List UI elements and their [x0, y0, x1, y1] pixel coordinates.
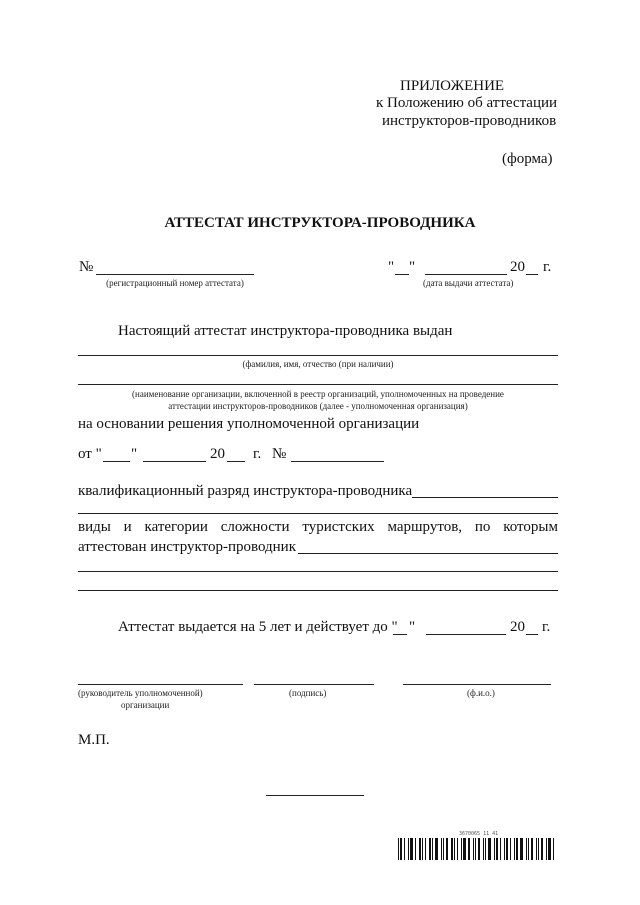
barcode-bar [429, 838, 431, 860]
appendix-heading: ПРИЛОЖЕНИЕ [400, 78, 505, 94]
holder-name-field[interactable] [78, 355, 558, 356]
qualification-field[interactable] [412, 497, 558, 498]
barcode-bar [538, 838, 539, 860]
barcode-bar [546, 838, 547, 860]
registration-number-caption: (регистрационный номер аттестата) [106, 278, 244, 288]
qualification-text: квалификационный разряд инструктора-проводника [78, 483, 413, 499]
decision-number-field[interactable] [291, 461, 384, 462]
date-quote-close: " [409, 259, 416, 275]
barcode-bar [443, 838, 444, 860]
decision-year-prefix: 20 [210, 446, 225, 462]
date-quote-open: " [388, 259, 395, 275]
document-title: АТТЕСТАТ ИНСТРУКТОРА-ПРОВОДНИКА [164, 215, 476, 231]
barcode-bar [506, 838, 508, 860]
barcode-bar [398, 838, 399, 860]
organization-field[interactable] [78, 384, 558, 385]
barcode-bar [541, 838, 543, 860]
barcode-bar [475, 838, 476, 860]
barcode-bar [441, 838, 442, 860]
barcode-bar [408, 838, 409, 860]
barcode-bar [451, 838, 453, 860]
routes-word: по [474, 519, 491, 535]
date-day-field[interactable] [395, 274, 409, 275]
date-month-field[interactable] [425, 274, 507, 275]
organization-caption-1: (наименование организации, включенной в реестр организаций, уполномоченных на проведение [132, 389, 504, 399]
name-caption: (ф.и.о.) [467, 688, 495, 698]
barcode-bar [496, 838, 498, 860]
barcode-bar [500, 838, 501, 860]
barcode-bar [446, 838, 448, 860]
signature-field[interactable] [254, 684, 374, 685]
routes-field-1[interactable] [298, 553, 558, 554]
basis-text: на основании решения уполномоченной организации [78, 416, 420, 432]
barcode-bar [483, 838, 484, 860]
footer-separator [266, 795, 364, 796]
routes-word: категории [144, 519, 208, 535]
issue-date-caption: (дата выдачи аттестата) [423, 278, 514, 288]
form-label: (форма) [502, 151, 553, 167]
validity-month-field[interactable] [426, 634, 506, 635]
appendix-line-1: к Положению об аттестации [376, 95, 558, 111]
barcode-number: 3670065 11 41 [459, 831, 499, 837]
barcode-bar [410, 838, 413, 860]
barcode [398, 838, 558, 860]
barcode-bar [488, 838, 491, 860]
date-year-suffix: г. [543, 259, 552, 275]
appendix-line-2: инструкторов-проводников [382, 113, 557, 129]
barcode-bar [473, 838, 474, 860]
barcode-bar [400, 838, 402, 860]
barcode-bar [531, 838, 533, 860]
barcode-bar [454, 838, 455, 860]
barcode-bar [504, 838, 505, 860]
holder-name-caption: (фамилия, имя, отчество (при наличии) [242, 359, 394, 369]
decision-day-field[interactable] [103, 461, 130, 462]
barcode-bar [457, 838, 458, 860]
barcode-bar [478, 838, 480, 860]
barcode-bar [419, 838, 421, 860]
barcode-bar [526, 838, 527, 860]
routes-field-2[interactable] [78, 571, 558, 572]
decision-number-sign: № [272, 446, 287, 462]
validity-year-suffix: г. [542, 619, 551, 635]
head-caption: (руководитель уполномоченной) [78, 688, 203, 698]
barcode-bar [404, 838, 405, 860]
barcode-bar [415, 838, 416, 860]
decision-month-field[interactable] [143, 461, 206, 462]
head-signature-field[interactable] [78, 684, 243, 685]
routes-word: сложности [220, 519, 290, 535]
routes-field-3[interactable] [78, 590, 558, 591]
routes-word: и [123, 519, 132, 535]
qualification-extra-field[interactable] [78, 513, 558, 514]
validity-year-prefix: 20 [510, 619, 525, 635]
decision-year-field[interactable] [227, 461, 245, 462]
number-sign: № [79, 259, 94, 275]
barcode-bar [528, 838, 529, 860]
barcode-bar [516, 838, 518, 860]
barcode-bar [520, 838, 523, 860]
barcode-bar [461, 838, 462, 860]
issued-to-text: Настоящий аттестат инструктора-проводника выдан [118, 323, 453, 339]
validity-day-field[interactable] [393, 634, 407, 635]
routes-line-2: аттестован инструктор-проводник [78, 539, 296, 555]
barcode-bar [548, 838, 551, 860]
routes-word: туристских [302, 519, 375, 535]
barcode-bar [536, 838, 537, 860]
validity-year-field[interactable] [526, 634, 538, 635]
date-year-field[interactable] [526, 274, 538, 275]
routes-word: маршрутов, [387, 519, 463, 535]
barcode-bar [494, 838, 495, 860]
barcode-bar [510, 838, 511, 860]
barcode-bar [485, 838, 486, 860]
routes-word: которым [503, 519, 558, 535]
date-year-prefix: 20 [510, 259, 525, 275]
decision-from-prefix: от " [78, 446, 102, 462]
barcode-bar [425, 838, 426, 860]
barcode-bar [435, 838, 438, 860]
decision-year-suffix: г. [253, 446, 262, 462]
head-caption-organization: организации [121, 700, 170, 710]
barcode-bar [422, 838, 423, 860]
routes-word: виды [78, 519, 111, 535]
seal-label: М.П. [78, 732, 110, 748]
validity-prefix: Аттестат выдается на 5 лет и действует до " [118, 619, 398, 635]
validity-quote-close: " [409, 619, 416, 635]
organization-caption-2: аттестации инструкторов-проводников (далее - уполномоченная организация) [168, 401, 468, 411]
signature-caption: (подпись) [289, 688, 327, 698]
barcode-bar [468, 838, 470, 860]
decision-quote-close: " [131, 446, 138, 462]
head-name-field[interactable] [403, 684, 551, 685]
routes-line-1 [78, 519, 558, 536]
barcode-bar [432, 838, 433, 860]
barcode-bar [514, 838, 515, 860]
barcode-bar [463, 838, 466, 860]
barcode-bar [553, 838, 554, 860]
registration-number-field[interactable] [96, 274, 254, 275]
